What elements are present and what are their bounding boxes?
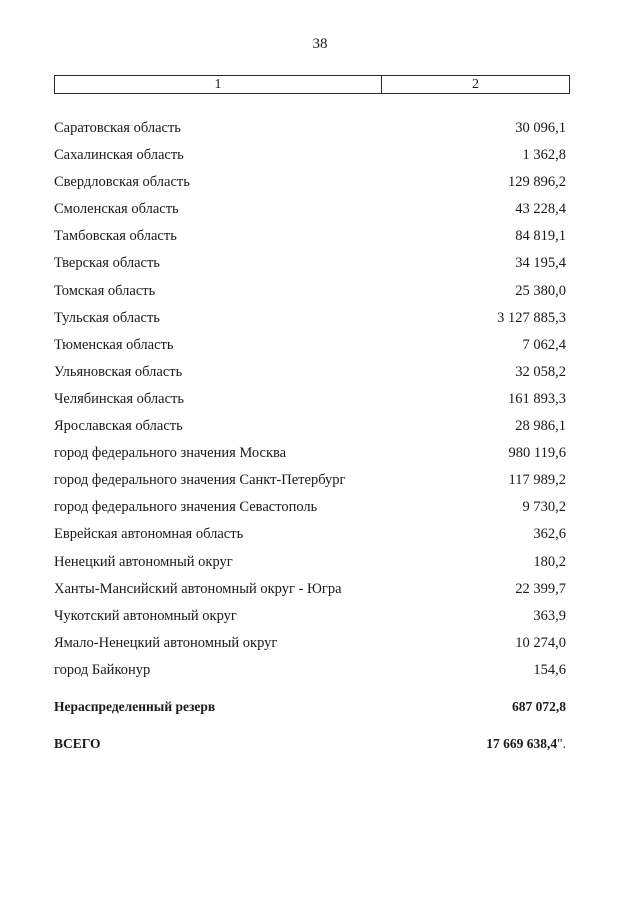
region-name: Сахалинская область: [54, 147, 184, 164]
table-row: [54, 470, 566, 497]
region-name: город федерального значения Севастополь: [54, 499, 318, 516]
region-value: 980 119,6: [508, 445, 566, 462]
region-value: 129 896,2: [508, 174, 566, 191]
region-name: Чукотский автономный округ: [54, 607, 237, 624]
total-value: 17 669 638,4: [486, 736, 558, 751]
region-value: 10 274,0: [515, 634, 566, 651]
reserve-label: Нераспределенный резерв: [54, 699, 216, 714]
table-row: [54, 552, 566, 579]
table-row: [54, 199, 566, 226]
table-row: [54, 226, 566, 253]
total-label: ВСЕГО: [54, 736, 101, 751]
table-row: [54, 416, 566, 443]
table-row: [54, 606, 566, 633]
region-value: 43 228,4: [515, 201, 566, 218]
region-name: Тверская область: [54, 255, 160, 272]
region-name: Ямало-Ненецкий автономный округ: [54, 634, 278, 651]
region-value: 3 127 885,3: [497, 309, 566, 326]
region-value: 32 058,2: [515, 363, 566, 380]
reserve-value: 687 072,8: [512, 699, 566, 714]
region-value: 1 362,8: [522, 147, 566, 164]
total-row: [54, 736, 566, 752]
table-row: [54, 633, 566, 660]
region-table: [54, 118, 566, 687]
closing-quote: ".: [557, 736, 566, 751]
region-value: 34 195,4: [515, 255, 566, 272]
table-row: [54, 389, 566, 416]
region-value: 117 989,2: [508, 472, 566, 489]
region-value: 363,9: [533, 607, 566, 624]
table-row: [54, 443, 566, 470]
column-header-2: 2: [472, 77, 479, 92]
table-row: [54, 281, 566, 308]
region-value: 161 893,3: [508, 390, 566, 407]
region-value: 9 730,2: [522, 499, 566, 516]
region-name: Ярославская область: [54, 418, 183, 435]
region-name: Челябинская область: [54, 390, 184, 407]
region-value: 362,6: [533, 526, 566, 543]
region-value: 28 986,1: [515, 418, 566, 435]
region-value: 84 819,1: [515, 228, 566, 245]
table-row: [54, 253, 566, 280]
region-name: Тюменская область: [54, 336, 174, 353]
column-header-1: 1: [55, 76, 382, 93]
region-value: 22 399,7: [515, 580, 566, 597]
table-row: [54, 362, 566, 389]
region-name: город Байконур: [54, 661, 151, 678]
region-value: 180,2: [533, 553, 566, 570]
region-name: Ненецкий автономный округ: [54, 553, 233, 570]
table-row: [54, 308, 566, 335]
region-value: 7 062,4: [522, 336, 566, 353]
table-row: [54, 145, 566, 172]
region-name: Тульская область: [54, 309, 160, 326]
region-name: Саратовская область: [54, 120, 181, 136]
region-name: город федерального значения Москва: [54, 445, 287, 462]
table-row: [54, 579, 566, 606]
region-name: город федерального значения Санкт-Петербург: [54, 472, 346, 489]
region-name: Ханты-Мансийский автономный округ - Югра: [54, 580, 342, 597]
region-name: Еврейская автономная область: [54, 526, 244, 543]
table-row: [54, 335, 566, 362]
region-value: 154,6: [533, 661, 566, 678]
page-number: 38: [312, 36, 328, 52]
region-name: Смоленская область: [54, 201, 179, 218]
region-name: Тамбовская область: [54, 228, 177, 245]
column-header-row: [54, 75, 570, 94]
region-name: Томская область: [54, 282, 156, 299]
table-row: [54, 497, 566, 524]
reserve-row: [54, 699, 566, 715]
region-value: 30 096,1: [515, 120, 566, 136]
region-name: Свердловская область: [54, 174, 190, 191]
table-row: [54, 172, 566, 199]
region-value: 25 380,0: [515, 282, 566, 299]
table-row: [54, 524, 566, 551]
region-name: Ульяновская область: [54, 363, 183, 380]
table-row: [54, 660, 566, 687]
table-row: [54, 118, 566, 145]
total-value-wrap: [486, 736, 566, 752]
